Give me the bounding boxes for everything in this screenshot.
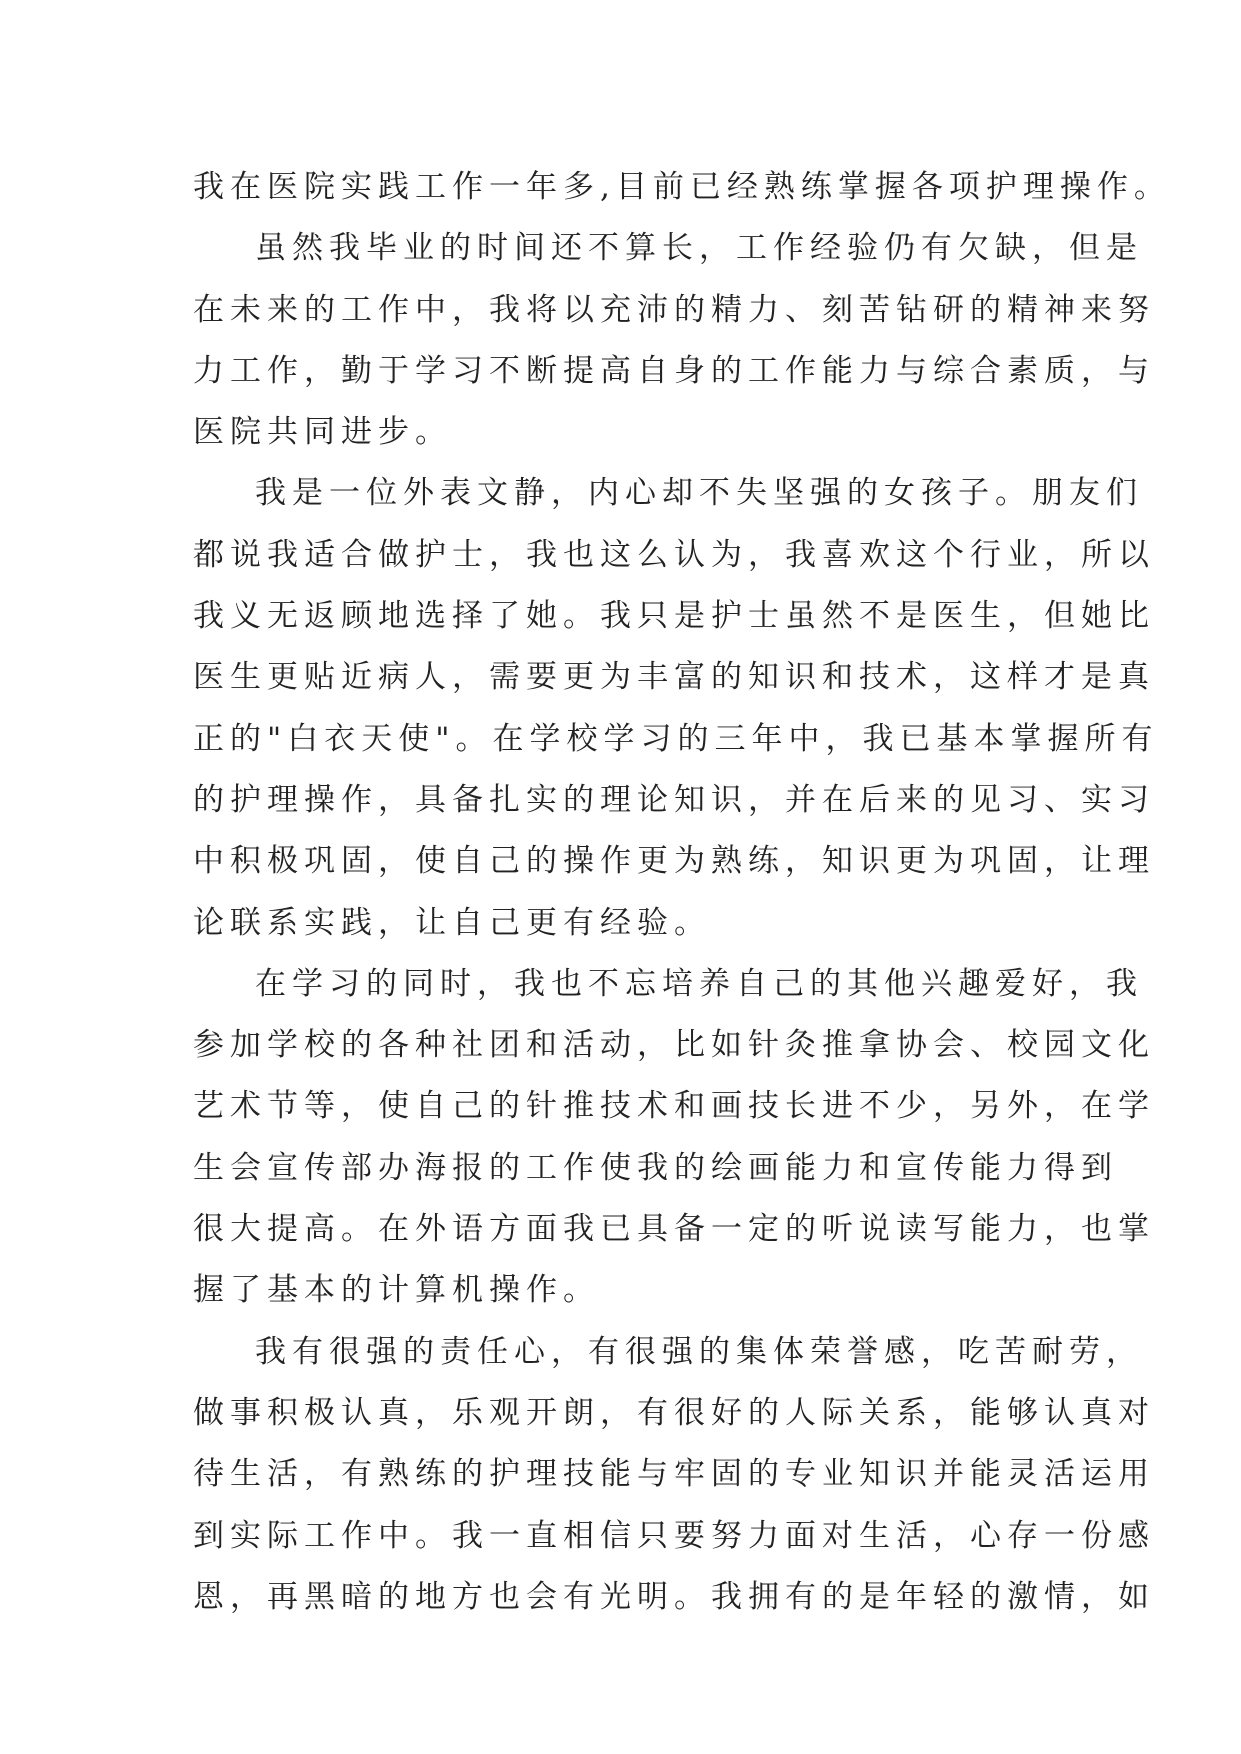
text-line: 艺术节等，使自己的针推技术和画技长进不少，另外，在学 <box>193 1088 1155 1125</box>
text-line: 医院共同进步。 <box>193 414 452 451</box>
text-line: 都说我适合做护士，我也这么认为，我喜欢这个行业，所以 <box>193 536 1155 573</box>
paragraph-start-line: 我是一位外表文静，内心却不失坚强的女孩子。朋友们 <box>255 475 1143 512</box>
text-line: 恩，再黑暗的地方也会有光明。我拥有的是年轻的激情，如 <box>193 1578 1155 1615</box>
text-line: 论联系实践，让自己更有经验。 <box>193 904 711 941</box>
text-line: 做事积极认真，乐观开朗，有很好的人际关系，能够认真对 <box>193 1394 1155 1431</box>
text-line: 我在医院实践工作一年多,目前已经熟练掌握各项护理操作。 <box>193 169 1171 205</box>
text-line: 很大提高。在外语方面我已具备一定的听说读写能力，也掌 <box>193 1211 1155 1248</box>
text-line: 中积极巩固，使自己的操作更为熟练，知识更为巩固，让理 <box>193 843 1155 880</box>
text-line: 参加学校的各种社团和活动，比如针灸推拿协会、校园文化 <box>193 1027 1155 1064</box>
paragraph-start-line: 在学习的同时，我也不忘培养自己的其他兴趣爱好，我 <box>255 965 1143 1002</box>
text-line: 生会宣传部办海报的工作使我的绘画能力和宣传能力得到 <box>193 1149 1118 1186</box>
document-body <box>193 157 1171 1628</box>
text-line: 我义无返顾地选择了她。我只是护士虽然不是医生，但她比 <box>193 598 1155 635</box>
text-line: 医生更贴近病人，需要更为丰富的知识和技术，这样才是真 <box>193 659 1155 696</box>
paragraph-start-line: 我有很强的责任心，有很强的集体荣誉感，吃苦耐劳， <box>255 1333 1143 1370</box>
text-line: 正的"白衣天使"。在学校学习的三年中，我已基本掌握所有 <box>193 720 1159 757</box>
text-line: 到实际工作中。我一直相信只要努力面对生活，心存一份感 <box>193 1517 1155 1554</box>
text-line: 待生活，有熟练的护理技能与牢固的专业知识并能灵活运用 <box>193 1456 1155 1493</box>
paragraph-start-line: 虽然我毕业的时间还不算长，工作经验仍有欠缺，但是 <box>255 230 1143 267</box>
text-line: 握了基本的计算机操作。 <box>193 1272 600 1309</box>
text-line: 的护理操作，具备扎实的理论知识，并在后来的见习、实习 <box>193 781 1155 818</box>
text-line: 在未来的工作中，我将以充沛的精力、刻苦钻研的精神来努 <box>193 291 1155 328</box>
text-line: 力工作，勤于学习不断提高自身的工作能力与综合素质，与 <box>193 352 1155 389</box>
